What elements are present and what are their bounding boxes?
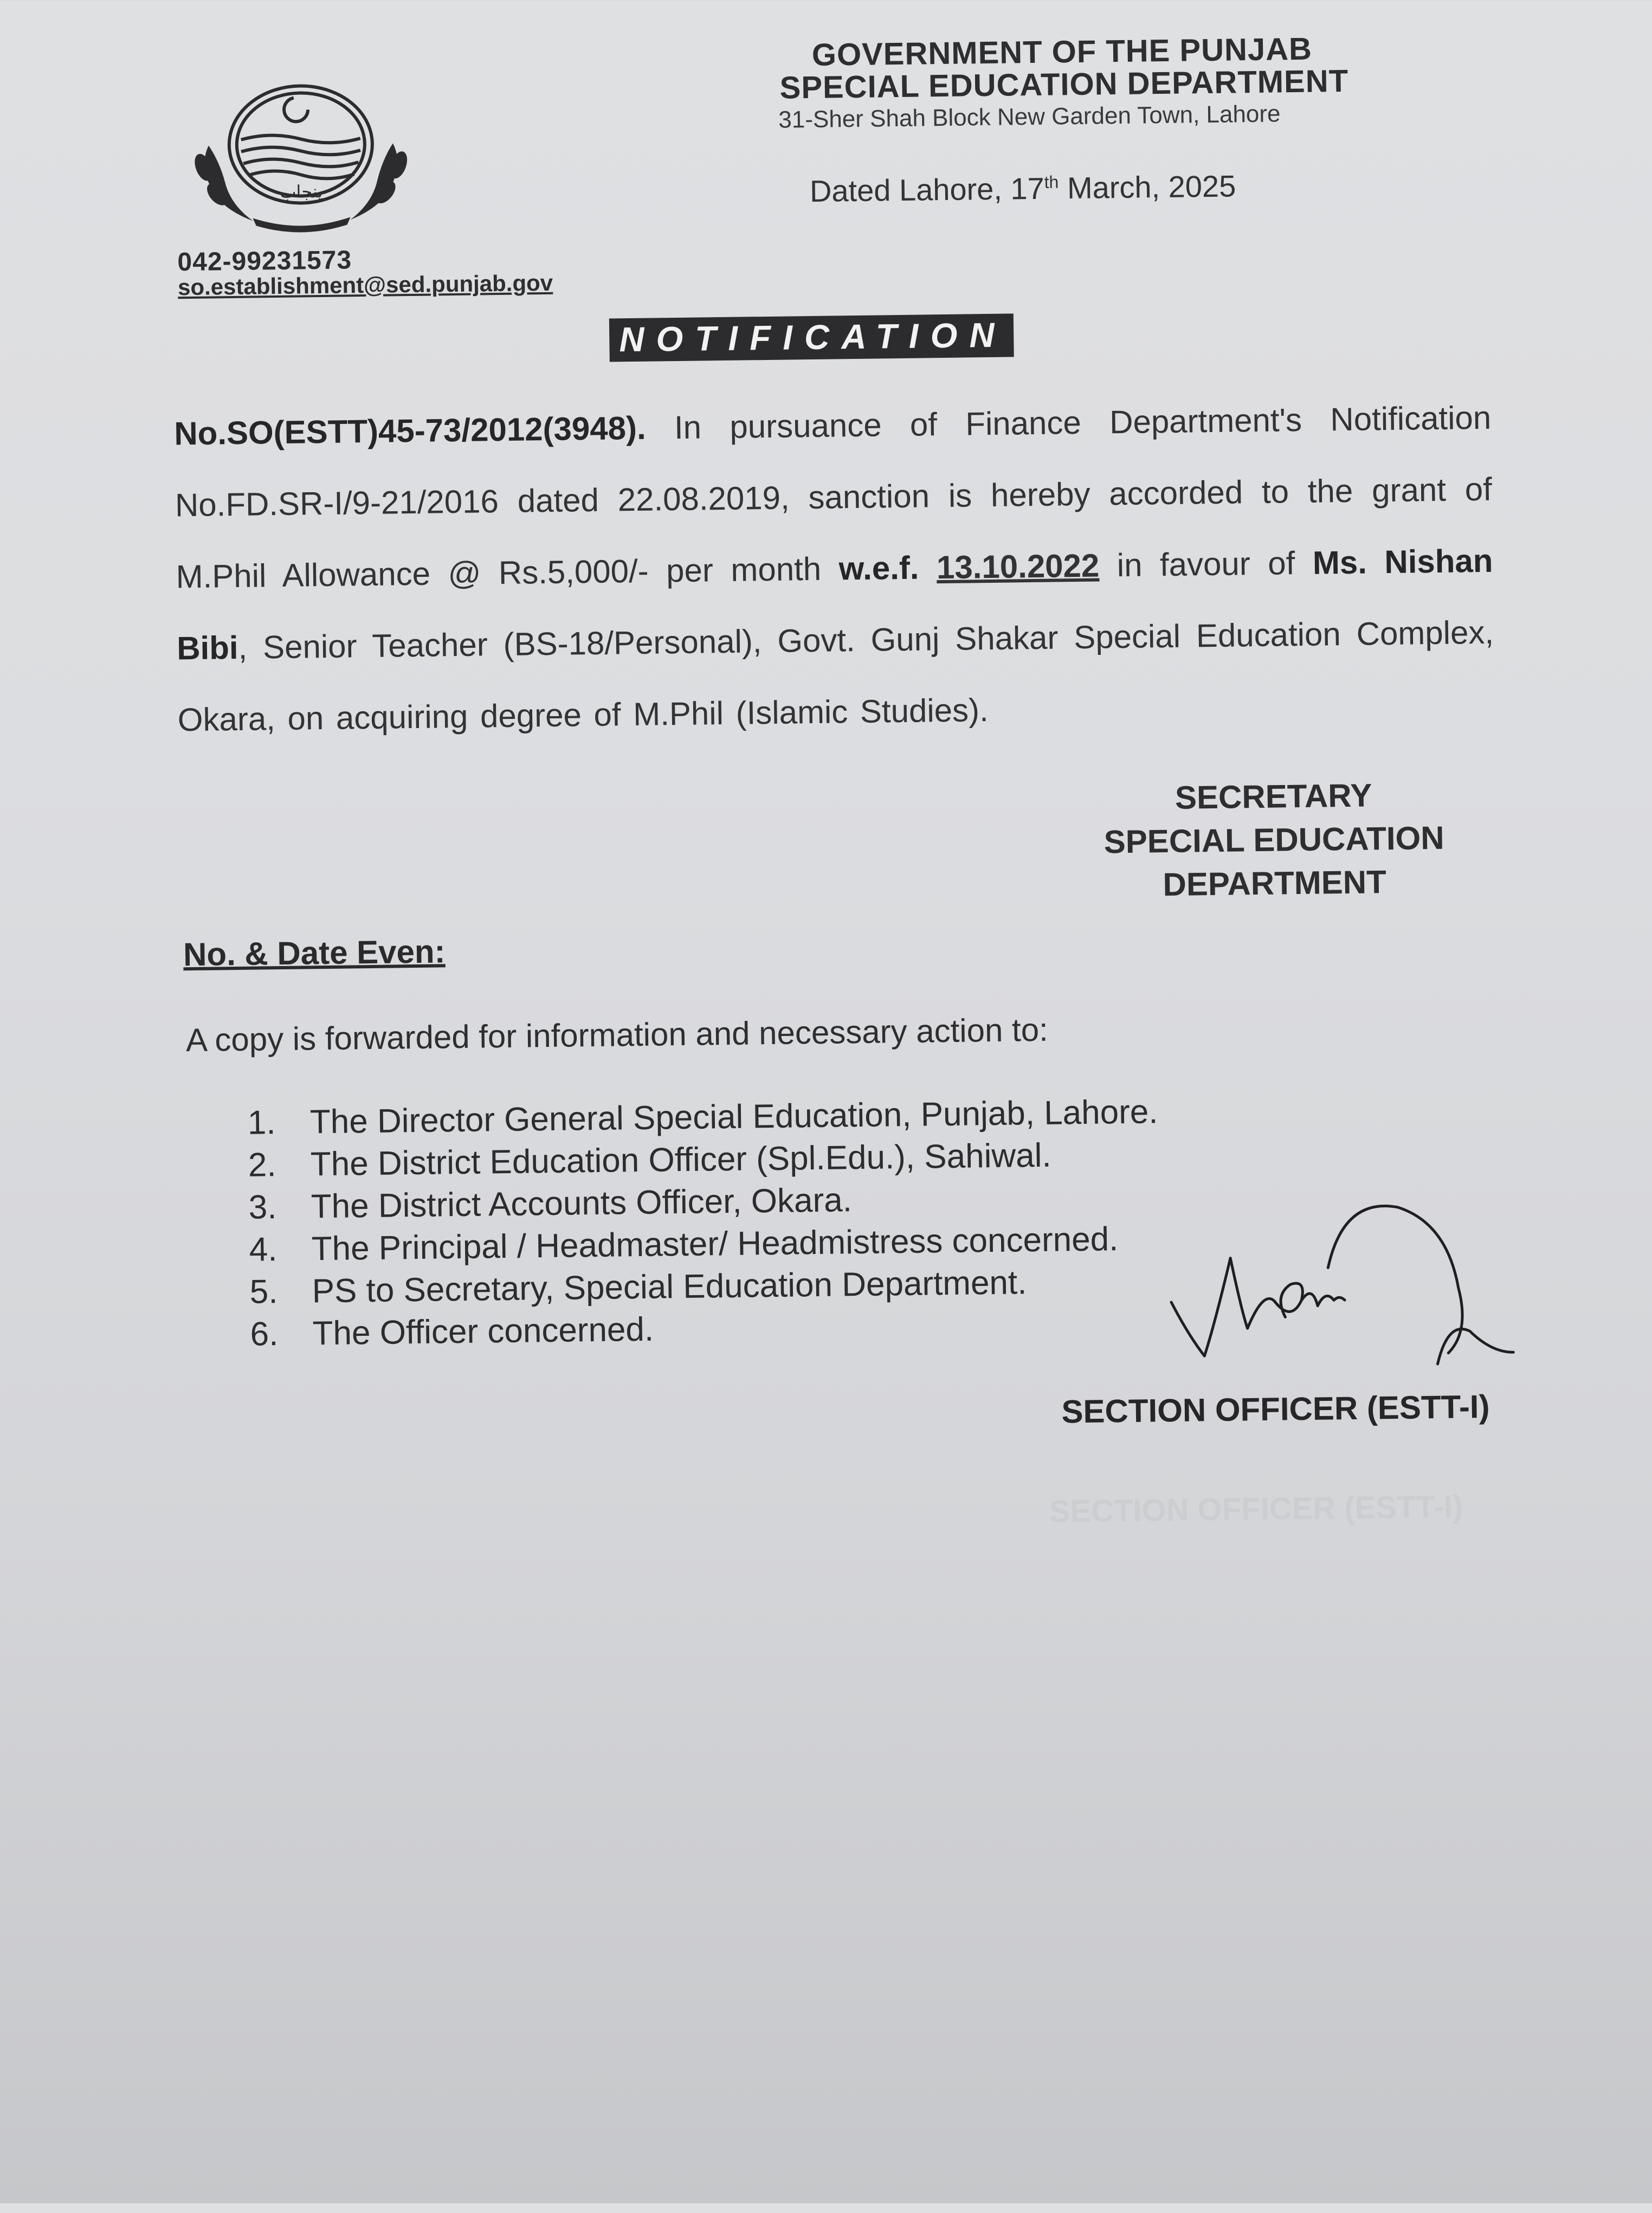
reference-number: No.SO(ESTT)45-73/2012(3948). (173, 409, 647, 452)
secretary-block: SECRETARY SPECIAL EDUCATION DEPARTMENT (1104, 777, 1444, 903)
header-government: GOVERNMENT OF THE PUNJAB (811, 31, 1313, 73)
no-date-even-heading: No. & Date Even: (183, 933, 446, 973)
contact-email: so.establishment@sed.punjab.gov (177, 269, 553, 300)
list-item: 6. The Officer concerned. (250, 1310, 654, 1353)
emblem-script: پنجاب (280, 181, 323, 202)
notification-title: NOTIFICATION (609, 313, 1014, 362)
header-department: SPECIAL EDUCATION DEPARTMENT (779, 63, 1349, 106)
notification-body: No.SO(ESTT)45-73/2012(3948). In pursuance of Finance Department's Notification No.FD.SR-I/9-21/2016 dated 22.08.2019, sanction is hereby accorded to the grant of M.Phil Allowance @ Rs.5,000/- per month w.e.f. 13.10.2022 in favour of Ms. Nishan Bibi, Senior Teacher (BS-18/Personal), Govt. Gunj Shakar Special Education Complex, Okara, on acquiring degree of M.Phil (Islamic Studies). (173, 399, 1494, 738)
employee-name: Ms. Nishan Bibi (176, 542, 1493, 667)
effective-date: 13.10.2022 (936, 547, 1100, 586)
list-item: 4. The Principal / Headmaster/ Headmistress concerned. (249, 1220, 1119, 1269)
list-item: 3. The District Accounts Officer, Okara. (248, 1181, 853, 1226)
punjab-government-emblem-icon (186, 78, 416, 238)
section-officer-signatory: SECTION OFFICER (ESTT-I) (1061, 1388, 1490, 1430)
handwritten-signature-icon (1165, 1189, 1536, 1400)
list-item: 5. PS to Secretary, Special Education Department. (249, 1264, 1027, 1311)
distribution-list (247, 1091, 1160, 1355)
dated-line: Dated Lahore, 17th March, 2025 (809, 169, 1236, 208)
copy-intro: A copy is forwarded for information and necessary action to: (185, 1011, 1049, 1059)
bleed-through-text: SECTION OFFICER (ESTT-I) (1049, 1489, 1463, 1529)
header-address: 31-Sher Shah Block New Garden Town, Lahore (778, 100, 1281, 133)
list-item: 2. The District Education Officer (Spl.Edu.), Sahiwal. (248, 1136, 1052, 1184)
list-item: 1. The Director General Special Education, Punjab, Lahore. (247, 1093, 1158, 1142)
contact-phone: 042-99231573 (177, 246, 352, 277)
